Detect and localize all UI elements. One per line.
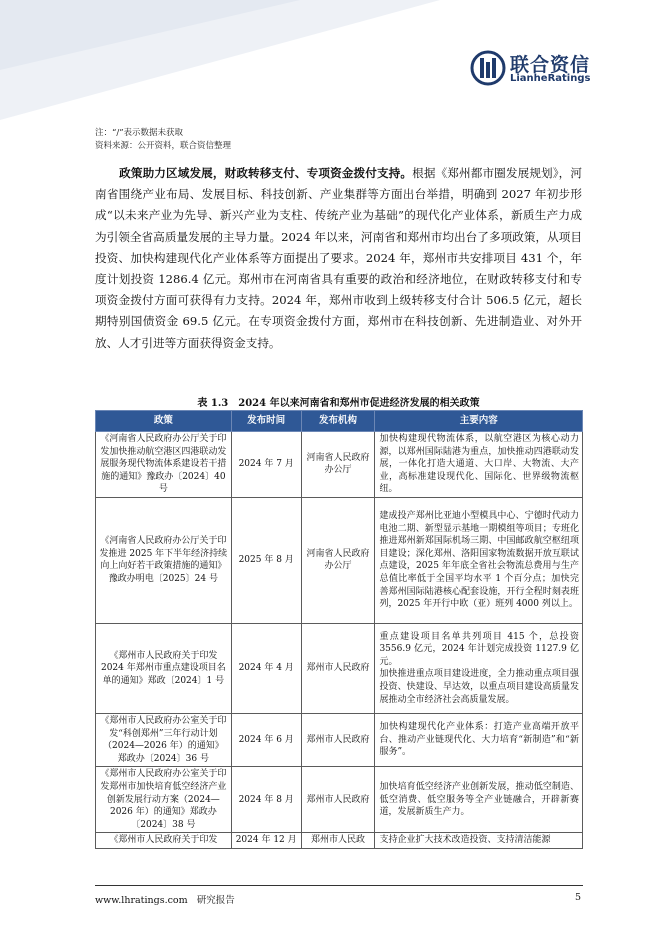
body-paragraph	[95, 163, 582, 354]
lianhe-logo	[470, 50, 600, 90]
note-line: 注：“/”表示数据未获取	[95, 128, 184, 138]
policy-table	[95, 410, 583, 849]
content-cell: 加快构建现代化产业体系：打造产业高端开放平台、推动产业链现代化、大力培育“新制造”和“新服务”。	[375, 713, 583, 766]
logo-mark-icon	[470, 50, 506, 86]
table-row	[96, 623, 583, 713]
header-policy: 政策	[96, 411, 232, 432]
issuer-cell: 郑州市人民政府	[301, 767, 375, 833]
content-cell: 加快构建现代物流体系，以航空港区为核心动力源，以郑州国际陆港为重点，加快推动四港联动发展，一体化打造大通道、大口岸、大物流、大产业，高标准建设现代化、国际化、世界级物流枢纽。	[375, 432, 583, 498]
issuer-cell: 河南省人民政府办公厅	[301, 497, 375, 623]
footer-divider	[95, 885, 583, 886]
content-cell: 重点建设项目名单共列项目 415 个，总投资 3556.9 亿元，2024 年计划完成投资 1127.9 亿元。 加快推进重点项目建设进度，全力推动重点项目强投资、快建设、早达效，以重点项目建设高质量发展推动全市经济社会高质量发展。	[375, 623, 583, 713]
issuer-cell: 郑州市人民政	[301, 833, 375, 849]
logo-name-en: LianheRatings	[510, 73, 591, 84]
note-line: 资料来源：公开资料，联合资信整理	[95, 141, 232, 151]
table-header-row	[96, 411, 583, 432]
date-cell: 2024 年 4 月	[231, 623, 301, 713]
header-content: 主要内容	[375, 411, 583, 432]
issuer-cell: 郑州市人民政府	[301, 713, 375, 766]
policy-cell: 《河南省人民政府办公厅关于印发推进 2025 年下半年经济持续向上向好若干政策措施的通知》豫政办明电〔2025〕24 号	[96, 497, 232, 623]
policy-cell: 《郑州市人民政府关于印发	[96, 833, 232, 849]
header-issuer: 发布机构	[301, 411, 375, 432]
table-row	[96, 833, 583, 849]
table-caption: 表 1.3 2024 年以来河南省和郑州市促进经济发展的相关政策	[197, 398, 480, 409]
policy-cell: 《郑州市人民政府办公室关于印发郑州市加快培育低空经济产业创新发展行动方案（2024—2026 年）的通知》郑政办〔2024〕38 号	[96, 767, 232, 833]
content-cell: 加快培育低空经济产业创新发展，推动低空制造、低空消费、低空服务等全产业链融合，开辟新赛道，发展新质生产力。	[375, 767, 583, 833]
paragraph-lead: 政策助力区域发展，财政转移支付、专项资金拨付支持。	[119, 166, 413, 180]
footer-url: www.lhratings.com	[95, 895, 188, 906]
issuer-cell: 河南省人民政府办公厅	[301, 432, 375, 498]
footer-label: 研究报告	[196, 895, 235, 906]
source-notes	[95, 127, 231, 153]
date-cell: 2024 年 6 月	[231, 713, 301, 766]
policy-cell: 《郑州市人民政府办公室关于印发“科创郑州”三年行动计划（2024—2026 年）的通知》郑政办〔2024〕36 号	[96, 713, 232, 766]
content-cell: 建成投产郑州比亚迪小型模具中心、宁德时代动力电池二期、新型显示基地一期模组等项目；专班化推进郑州新郑国际机场三期、中国邮政航空枢纽项目建设；深化郑州、洛阳国家物流数据开放互联试点建设，2025 年年底全省社会物流总费用与生产总值比率低于全国平均水平 1 个百分点；加快完善郑州国际陆港核心配套设施，开行全程时刻表班列，2025 年开行中欧（亚）班列 4000 列以上。	[375, 497, 583, 623]
date-cell: 2024 年 8 月	[231, 767, 301, 833]
table-row	[96, 497, 583, 623]
logo-name-cn: 联合资信	[510, 54, 591, 76]
date-cell: 2025 年 8 月	[231, 497, 301, 623]
table-row	[96, 432, 583, 498]
content-cell: 支持企业扩大技术改造投资、支持清洁能源	[375, 833, 583, 849]
policy-cell: 《河南省人民政府办公厅关于印发加快推动航空港区四港联动发展服务现代物流体系建设若干措施的通知》豫政办〔2024〕40 号	[96, 432, 232, 498]
footer-left	[95, 892, 235, 906]
policy-cell: 《郑州市人民政府关于印发 2024 年郑州市重点建设项目名单的通知》郑政〔2024〕1 号	[96, 623, 232, 713]
date-cell: 2024 年 7 月	[231, 432, 301, 498]
table-row	[96, 767, 583, 833]
issuer-cell: 郑州市人民政府	[301, 623, 375, 713]
paragraph-body: 根据《郑州都市圈发展规划》，河南省围绕产业布局、发展目标、科技创新、产业集群等方面出台举措，明确到 2027 年初步形成“以未来产业为先导、新兴产业为支柱、传统产业为基础”的现代化产业体系，新质生产力成为引领全省高质量发展的主导力量。2024 年以来，河南省和郑州市均出台了多项政策，从项目投资、加快构建现代化产业体系等方面提出了要求。2024 年，郑州市共安排项目 431 个，年度计划投资 1286.4 亿元。郑州市在河南省具有重要的政治和经济地位，在财政转移支付和专项资金拨付方面可获得有力支持。2024 年，郑州市收到上级转移支付合计 506.5 亿元，超长期特别国债资金 69.5 亿元。在专项资金拨付方面，郑州市在科技创新、先进制造业、对外开放、人才引进等方面获得资金支持。	[95, 166, 582, 350]
header-date: 发布时间	[231, 411, 301, 432]
table-row	[96, 713, 583, 766]
page-number: 5	[575, 892, 582, 903]
date-cell: 2024 年 12 月	[231, 833, 301, 849]
header-decoration-inner	[0, 0, 300, 70]
